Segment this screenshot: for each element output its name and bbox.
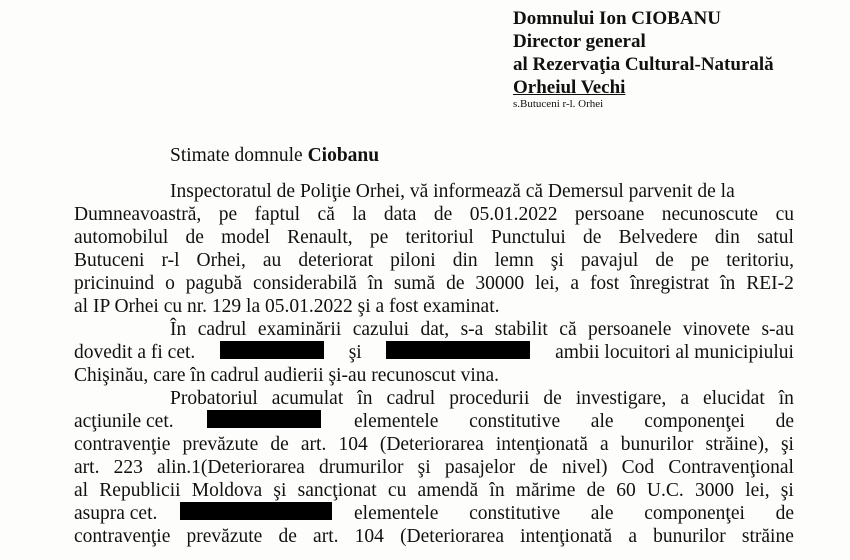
word: componenţei: [644, 411, 745, 432]
word: de: [586, 480, 605, 501]
word: faptul: [254, 204, 301, 225]
word: bunurilor: [620, 434, 694, 455]
word: şi: [780, 434, 794, 455]
word: persoane: [574, 204, 645, 225]
p1-line: [74, 226, 794, 249]
word: pe: [690, 250, 710, 271]
word: străine: [741, 526, 794, 547]
p3-line: [74, 502, 794, 525]
word: pavajul: [580, 250, 639, 271]
addressee-location: s.Butuceni r-l. Orhei: [513, 98, 604, 110]
word: dat,: [420, 319, 450, 340]
word: r-l: [161, 250, 180, 271]
word: înregistrat: [630, 273, 710, 294]
addressee-org-name: Orheiul Vechi: [513, 77, 626, 98]
redaction-bar: [220, 341, 324, 359]
word: Orhei,: [196, 250, 246, 271]
word: model: [221, 227, 270, 248]
word: pricinuind: [74, 273, 155, 294]
word: că: [317, 204, 335, 225]
word: de: [446, 273, 465, 294]
word: investigare,: [575, 388, 667, 409]
word: în: [720, 273, 736, 294]
word: din: [452, 250, 478, 271]
word: data: [383, 204, 417, 225]
word: de: [582, 227, 602, 248]
word: al IP Orhei cu nr. 129 la 05.01.2022 şi a fost examinat.: [74, 296, 500, 317]
word: ale: [590, 411, 614, 432]
word: în: [489, 480, 505, 501]
word: 223: [113, 457, 143, 478]
word: Dumneavoastră,: [74, 204, 202, 225]
p3-line: [74, 387, 794, 410]
word: contravenţie: [74, 526, 171, 547]
word: în: [357, 388, 373, 409]
word: pagubă: [185, 273, 243, 294]
word: 104: [338, 434, 368, 455]
word: Cod: [621, 457, 655, 478]
p3-line: [74, 433, 794, 456]
word: de: [543, 388, 562, 409]
word: de: [775, 411, 794, 432]
word: bunurilor: [653, 526, 726, 547]
word: lei,: [535, 273, 560, 294]
word: automobilul: [74, 227, 169, 248]
p3-line: [74, 456, 794, 479]
redaction-bar: [180, 502, 332, 520]
word: satul: [757, 227, 794, 248]
word: sumă: [393, 273, 436, 294]
word: teritoriu,: [726, 250, 794, 271]
word: intenţionată: [495, 434, 588, 455]
word: (Deteriorarea: [400, 526, 504, 547]
word: Renault,: [287, 227, 353, 248]
word: din: [714, 227, 740, 248]
p2-text: Chişinău, care în cadrul audierii şi-au recunoscut vina.: [74, 365, 500, 386]
salutation-prefix: Stimate domnule: [170, 145, 308, 166]
p2-line: [74, 341, 794, 364]
word: cu: [775, 204, 794, 225]
redaction-bar: [386, 341, 530, 359]
word: REI-2: [746, 273, 794, 294]
word: stabilit: [494, 319, 548, 340]
word: deteriorat: [298, 250, 374, 271]
p1-line: [74, 203, 794, 226]
word: alin.1(Deteriorarea: [157, 457, 305, 478]
word: a: [600, 434, 609, 455]
p1-line: [74, 249, 794, 272]
word: constitutive: [469, 503, 561, 524]
word: şi: [273, 480, 287, 501]
word: Belvedere: [618, 227, 698, 248]
word: la: [352, 204, 367, 225]
word: lei,: [745, 480, 770, 501]
word: Probatoriul: [170, 388, 258, 409]
p3-line: [74, 479, 794, 502]
word: piloni: [390, 250, 436, 271]
word: componenţei: [644, 503, 745, 524]
word: nivel): [562, 457, 608, 478]
word: 60: [616, 480, 636, 501]
word: ale: [590, 503, 614, 524]
addressee-org: al Rezervaţia Cultural-Naturală: [513, 54, 774, 75]
word: intenţionată: [520, 526, 613, 547]
word: În: [170, 319, 187, 340]
word: în: [367, 273, 384, 294]
word: prevăzute: [186, 526, 263, 547]
p1-line: [74, 295, 794, 318]
word: 05.01.2022: [469, 204, 558, 225]
letter-body: [74, 180, 794, 548]
p3-line: [74, 525, 794, 548]
word: pe: [218, 204, 238, 225]
word: amendă: [417, 480, 479, 501]
word: că: [559, 319, 577, 340]
word: şi: [417, 457, 431, 478]
p3-text: acţiunile cet.: [74, 411, 174, 432]
word: a: [680, 388, 689, 409]
word: elucidat: [703, 388, 765, 409]
word: în: [778, 388, 794, 409]
word: contravenţie: [74, 434, 171, 455]
salutation: [170, 145, 379, 167]
p3-text: [354, 410, 794, 433]
word: Republicii: [99, 480, 181, 501]
word: de: [270, 434, 289, 455]
word: cu: [387, 480, 407, 501]
word: cadrul: [386, 388, 436, 409]
word: considerabilă: [252, 273, 357, 294]
word: procedurii: [449, 388, 530, 409]
word: U.C.: [646, 480, 684, 501]
word: prevăzute: [182, 434, 259, 455]
word: pe: [369, 227, 389, 248]
word: de: [529, 457, 548, 478]
word: de: [655, 250, 674, 271]
word: teritoriul: [405, 227, 474, 248]
word: cazului: [352, 319, 409, 340]
word: Moldova: [191, 480, 263, 501]
p3-text: asupra cet.: [74, 503, 158, 524]
word: art.: [300, 434, 327, 455]
word: acumulat: [271, 388, 344, 409]
addressee-block: [513, 7, 774, 111]
word: au: [262, 250, 282, 271]
p2-text: şi: [348, 342, 362, 363]
word: 30000: [475, 273, 525, 294]
p2-text: ambii locuitori al municipiului: [555, 342, 794, 363]
word: a: [570, 273, 580, 294]
word: examinării: [257, 319, 342, 340]
word: mărime: [515, 480, 576, 501]
word: străine),: [705, 434, 769, 455]
word: pasajelor: [444, 457, 516, 478]
addressee-name: Domnului Ion CIOBANU: [513, 8, 721, 29]
word: (Deteriorarea: [379, 434, 484, 455]
word: art.: [74, 457, 100, 478]
word: de: [775, 503, 794, 524]
word: Contravenţional: [668, 457, 794, 478]
word: necunoscute: [661, 204, 759, 225]
word: constitutive: [469, 411, 561, 432]
word: Inspectoratul de Poliţie Orhei, vă informează că Demersul parvenit de la: [170, 181, 735, 202]
p2-line: [74, 318, 794, 341]
word: de: [433, 204, 453, 225]
word: 3000: [694, 480, 734, 501]
word: s-au: [761, 319, 794, 340]
word: şi: [780, 480, 794, 501]
word: şi: [550, 250, 564, 271]
word: Punctului: [490, 227, 566, 248]
p1-line: [74, 272, 794, 295]
word: al: [74, 480, 89, 501]
word: de: [278, 526, 297, 547]
redaction-bar: [207, 410, 321, 428]
addressee-title: Director general: [513, 31, 646, 52]
word: elementele: [354, 411, 439, 432]
word: o: [165, 273, 175, 294]
word: 104: [354, 526, 384, 547]
word: sancţionat: [297, 480, 377, 501]
word: drumurilor: [319, 457, 404, 478]
word: de: [185, 227, 204, 248]
p2-line: [74, 364, 794, 387]
word: lemn: [494, 250, 534, 271]
p1-line: [74, 180, 794, 203]
salutation-name: Ciobanu: [307, 145, 380, 166]
word: vinovete: [682, 319, 751, 340]
word: s-a: [460, 319, 484, 340]
p3-text: [354, 502, 794, 525]
word: a: [628, 526, 638, 547]
word: elementele: [354, 503, 439, 524]
word: cadrul: [197, 319, 247, 340]
word: fost: [589, 273, 620, 294]
word: art.: [313, 526, 339, 547]
p3-line: [74, 410, 794, 433]
word: Butuceni: [74, 250, 145, 271]
word: persoanele: [588, 319, 672, 340]
p2-text: dovedit a fi cet.: [74, 342, 196, 363]
